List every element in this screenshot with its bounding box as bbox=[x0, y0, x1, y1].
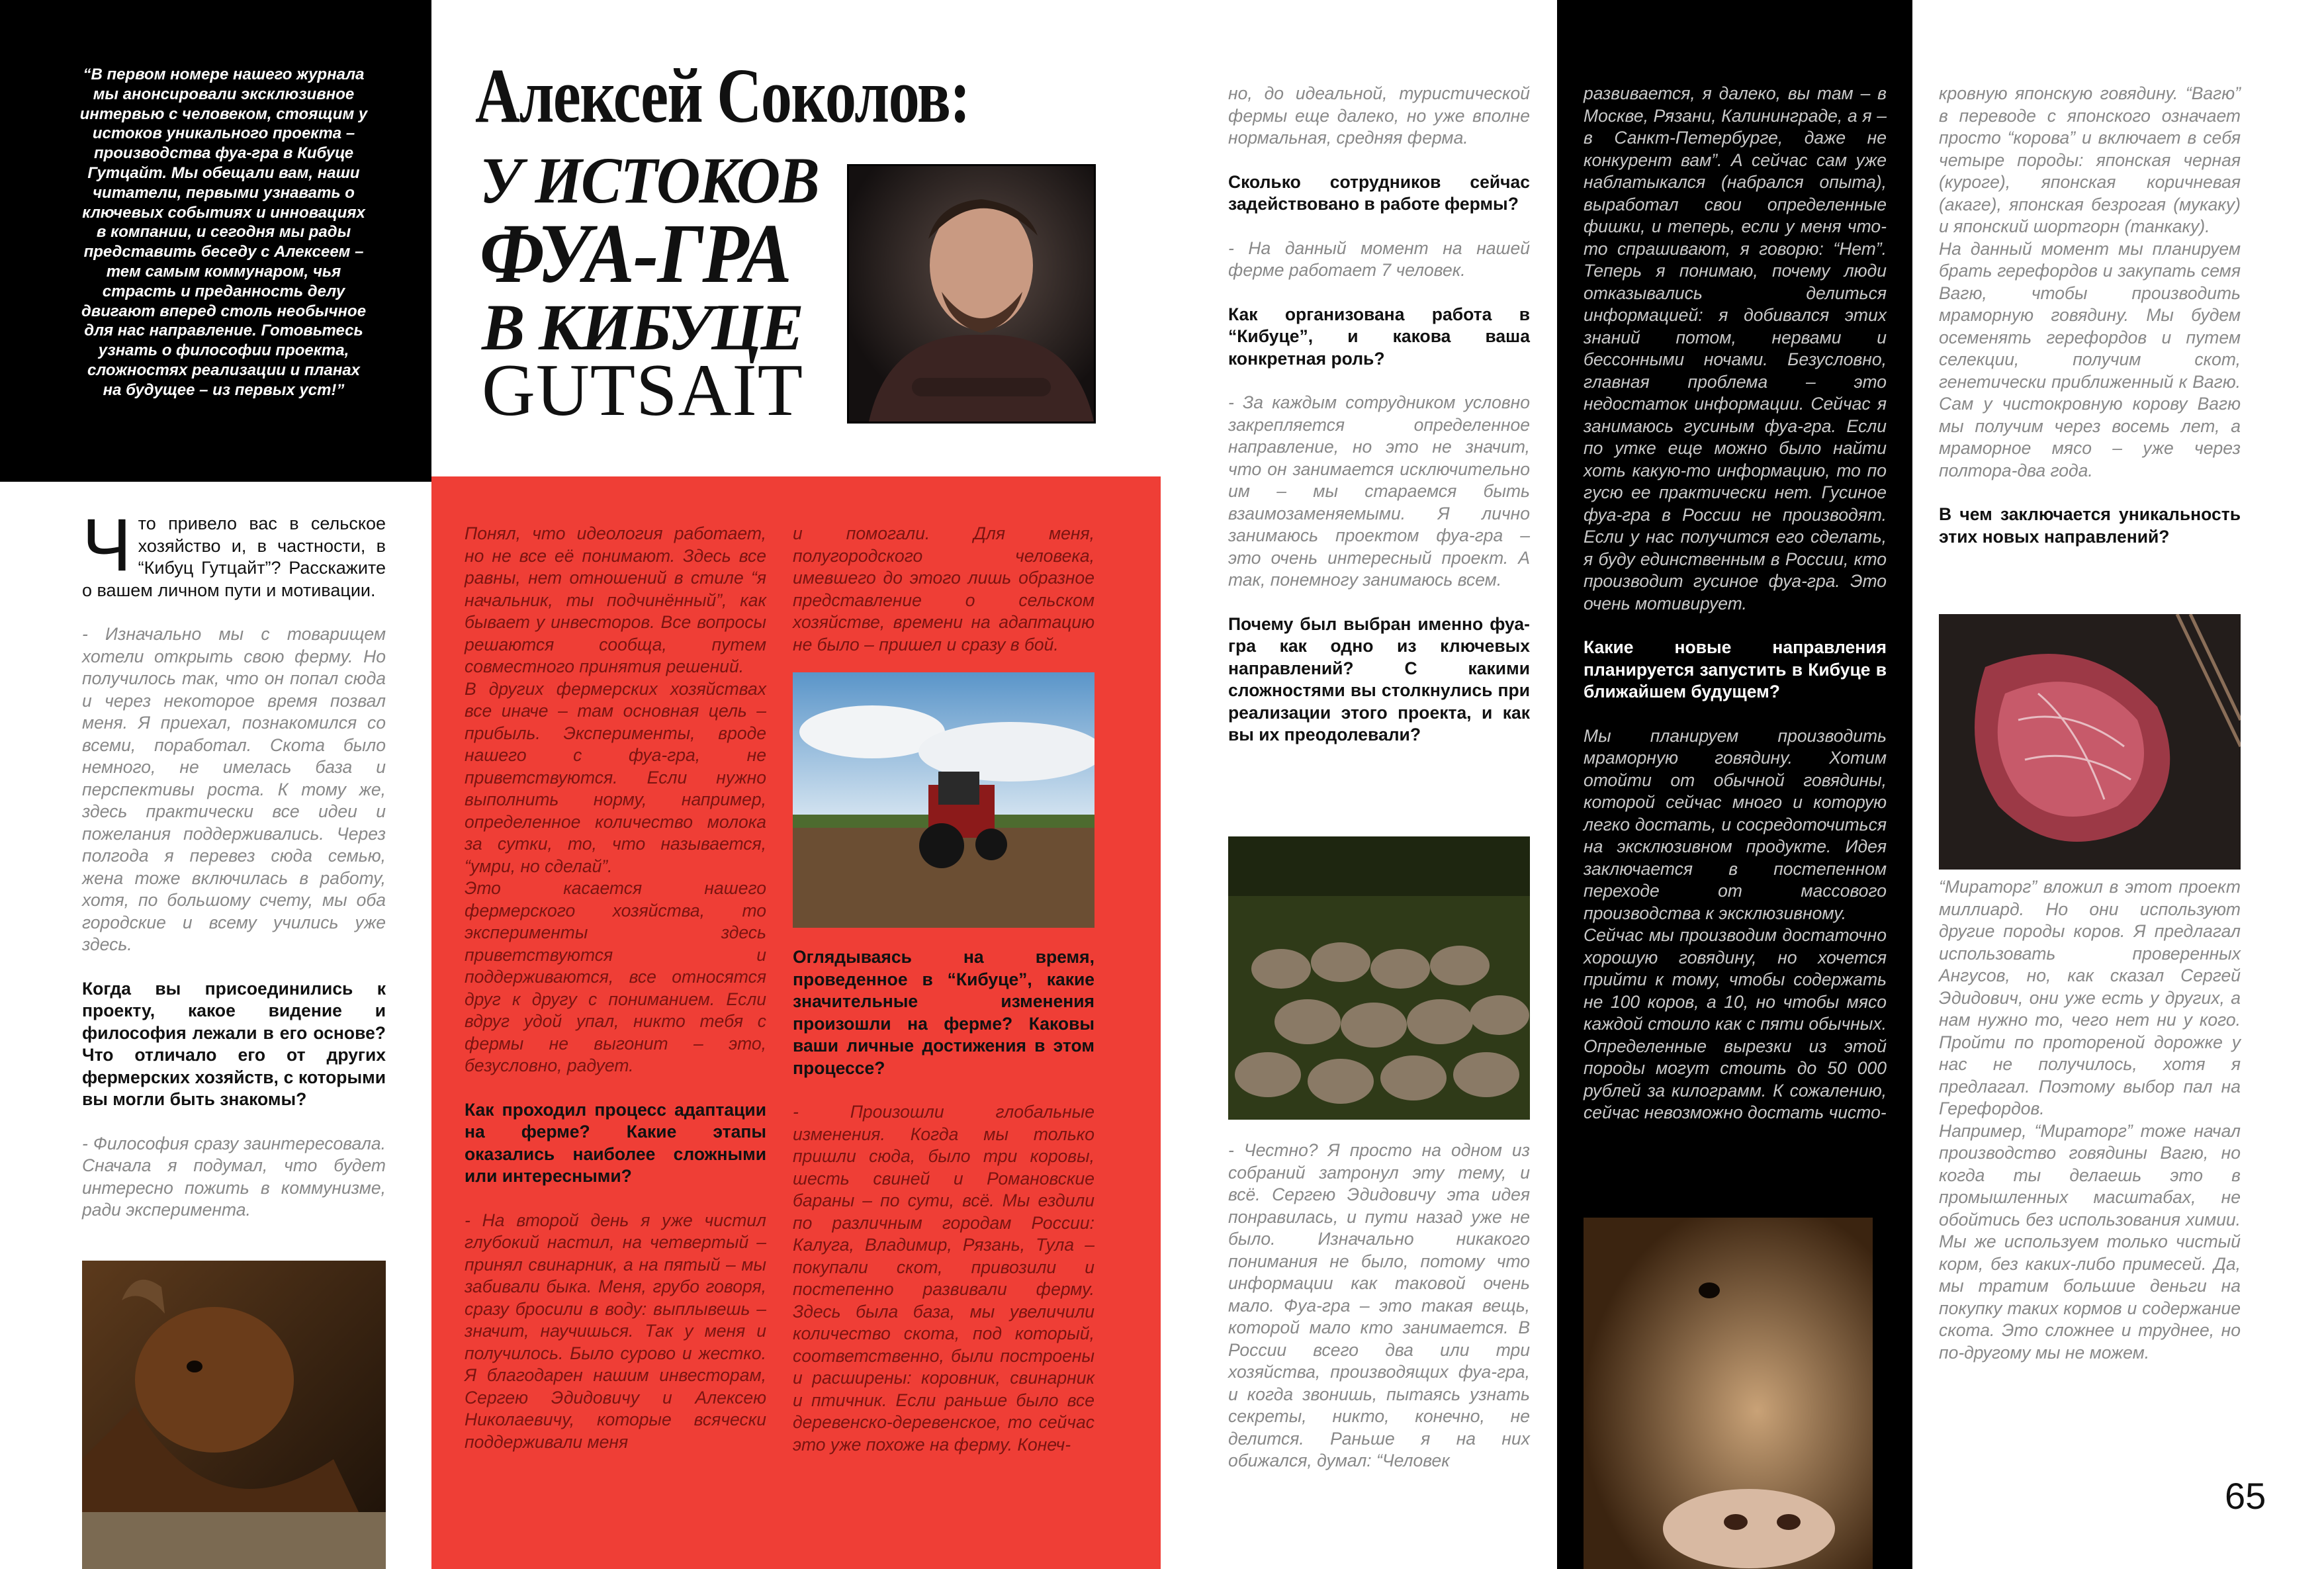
column-1 bbox=[82, 504, 386, 1243]
answer-7: но, до идеальной, туристической фермы еще далеко, но уже вполне нормальная, средняя ферма. bbox=[1228, 83, 1530, 148]
question-4: Оглядываясь на время, проведенное в “Кибуце”, какие значительные изменения произошли на ферме? Каковы ваши личные достижения в этом процессе? bbox=[793, 947, 1095, 1078]
answer-11: развивается, я далеко, вы там – в Москве, Рязани, Калининграде, а я – в Санкт-Петербурге, даже не конкурент вам”. А сейчас сам уже наблатыкался (набрался опыта), выработал свои определенные фишки, и теперь, если у меня что-то спрашивают, я говорю: “Нет”. Теперь я понимаю, почему люди отказывались делиться информацией: я добивался этих знаний потом, нервами и бессонными ночами. Безусловно, главная проблема – это недостаток информации. Сейчас я занимаюсь гусиным фуа-гра. Если по утке еще можно было найти хоть какую-то информацию, то по гусю ее практически нет. Гусиное фуа-гра в России не производят. Если у нас получится его сделать, я буду единственным в России, кто производит гусиное фуа-гра. Это очень мотивирует. bbox=[1584, 83, 1887, 613]
answer-13: кровную японскую говядину. “Вагю” в переводе с японского означает просто “корова” и включает в себя четыре породы: японская черная (курогe), японская коричневая (акагe), японская безрогая (мукаку) и японский шортгорн (танкаку). На данный момент мы планируем брать герефордов и закупать семя Вагю, чтобы производить мраморную говядину. Мы будем осеменять герефордов и путем селекции, получим скот, генетически приближенный к Вагю. Сам у чистокровную корову Вагю мы получим через восемь лет, а мраморное мясо – уже через полтора-два года. bbox=[1939, 83, 2241, 480]
goat-photo bbox=[82, 1261, 386, 1569]
question-2: Когда вы присоединились к проекту, какое видение и философия лежали в его основе? Что отличало его от других фермерских хозяйств, с которыми вы могли быть знакомы? bbox=[82, 978, 386, 1109]
column-4 bbox=[1228, 83, 1530, 768]
answer-2: - Философия сразу заинтересовала. Сначала я подумал, что будет интересно пожить в коммунизме, ради эксперимента. bbox=[82, 1133, 386, 1220]
drop-cap: Ч bbox=[82, 504, 132, 586]
geese-photo bbox=[1228, 836, 1530, 1120]
answer-14: “Мираторг” вложил в этот проект миллиард. Но они используют другие породы коров. Я предлагал использовать проверенных Ангусов, но, как сказал Сергей Эдидович, они уже есть у других, а нам нужно то, чего нет ни у кого. Пройти по протореной дорожке у нас не получилось, хотя я предлагал. Поэтому выбор пал на Герефордов. Например, “Мираторг” тоже начал производство говядины Вагю, но когда ты делаешь это в промышленных масштабах, не обойтись без использования химии. Мы же используем только чистый корм, без каких-либо примесей. Да, мы тратим большие деньги на покупку таких кормов и содержание скота. Это сложнее и труднее, но по-другому мы не можем. bbox=[1939, 877, 2241, 1363]
subtitle-line-3: В КИБУЦЕ bbox=[482, 291, 803, 364]
answer-3: Понял, что идеология работает, но не все её понимают. Здесь все равны, нет отношений в стиле “я начальник, ты подчинённый”, как бывает у инвесторов. Все вопросы решаются сообща, путем совместного принятия решений. В других фермерских хозяйствах все иначе – там основная цель – прибыль. Эксперименты, вроде нашего с фуа-гра, не приветствуются. Если нужно выполнить норму, например, определенное количество молока за сутки, то, что называется, “умри, но сделай”. Это касается нашего фермерского хозяйства, то эксперименты здесь приветствуются и поддерживаются, все относятся друг к другу с пониманием. Если вдруг удой упал, никто тебя с фермы не выгонит – это, безусловно, радует. bbox=[465, 523, 766, 1075]
answer-6: - Произошли глобальные изменения. Когда мы только пришли сюда, было три коровы, шесть свиней и Романовские бараны – по сути, всё. Мы ездили по различным городам России: Калуга, Владимир, Рязань, Тула – покупали скот, привозили и постепенно развивали ферму. Здесь была база, мы увеличили количество скота, под который, соответственно, были построены и расширены: коровник, свинарник и птичник. Если раньше было все деревенско-деревенское, то сейчас это уже похоже на ферму. Конеч- bbox=[793, 1102, 1095, 1455]
question-8: Какие новые направления планируется запустить в Кибуце в ближайшем будущем? bbox=[1584, 637, 1887, 701]
column-3-lower bbox=[793, 946, 1095, 1478]
column-6 bbox=[1939, 83, 2241, 570]
answer-9: - За каждым сотрудником условно закрепляется определенное направление, но это не значит, что он занимается исключительно им – мы стараемся быть взаимозаменяемыми. Я лично занимаюсь проектом фуа-гра – это очень интересный проект. А так, понемногу занимаюсь всем. bbox=[1228, 392, 1530, 590]
page-number: 65 bbox=[2225, 1475, 2266, 1517]
column-5 bbox=[1584, 83, 1887, 1146]
column-2 bbox=[465, 523, 766, 1475]
answer-12: Мы планируем производить мраморную говядину. Хотим отойти от обычной говядины, которой сейчас много и которую легко достать, и сосредоточиться на эксклюзивном продукте. Идея заключается в постепенном переходе от массового производства к эксклюзивному. Сейчас мы производим достаточно хорошую говядину, но хочется прийти к тому, чтобы содержать не 100 коров, а 10, но чтобы мясо каждой стоило как с пяти обычных. Определенные вырезки из этой породы могут стоить до 50 000 рублей за килограмм. К сожалению, сейчас невозможно достать чисто- bbox=[1584, 725, 1887, 1122]
column-4-lower bbox=[1228, 1140, 1530, 1494]
question-3: Как проходил процесс адаптации на ферме? Какие этапы оказались наиболее сложными или интересными? bbox=[465, 1099, 766, 1186]
answer-1: - Изначально мы с товарищем хотели открыть свою ферму. Но получилось так, что он попал сюда и через некоторое время позвал меня. Я приехал, познакомился со всеми, поработал. Скота было немного, не имелась база и перспективы роста. К тому же, здесь практически все идеи и пожелания поддерживались. Через полгода я перевез сюда семью, жена тоже включилась в работу, хотя, по большому счету, мы оба городские и всему учились уже здесь. bbox=[82, 624, 386, 954]
subtitle-line-1: У ИСТОКОВ bbox=[480, 144, 819, 217]
tractor-photo bbox=[793, 672, 1095, 928]
answer-10: - Честно? Я просто на одном из собраний затронул эту тему, и всё. Сергею Эдидовичу эта идея понравилась, и пути назад уже не было. Изначально никакого понимания не было, потому что информации как таковой очень мало. Фуа-гра – это такая вещь, которой мало кто занимается. В России всего два или три хозяйства, производящих фуа-гра, и когда звонишь, пытаясь узнать секреты, никто, конечно, не делится. Раньше я на них обижался, думал: “Человек bbox=[1228, 1140, 1530, 1470]
question-7: Почему был выбран именно фуа-гра как одно из ключевых направлений? С какими сложностями вы столкнулись при реализации этого проекта, и как вы их преодолевали? bbox=[1228, 613, 1530, 744]
portrait-photo bbox=[847, 164, 1096, 424]
answer-8: - На данный момент на нашей ферме работает 7 человек. bbox=[1228, 238, 1530, 280]
answer-4: - На второй день я уже чистил глубокий настил, на четвертый – принял свинарник, а на пятый – мы забивали быка. Меня, грубо говоря, сразу бросили в воду: выплывешь – значит, научишься. Так у меня и получилось. Было сурово и жестко. Я благодарен нашим инвесторам, Сергею Эдидовичу и Алексею Николаевичу, которые всячески поддерживали меня bbox=[465, 1210, 766, 1452]
question-9: В чем заключается уникальность этих новых направлений? bbox=[1939, 504, 2241, 547]
question-5: Сколько сотрудников сейчас задействовано в работе фермы? bbox=[1228, 171, 1530, 214]
subtitle-line-4: GUTSAIT bbox=[482, 349, 804, 431]
question-1: Ч то привело вас в сельское хозяйство и, в частности, в “Кибуц Гутцайт”? Расскажите о вашем личном пути и мотивации. bbox=[82, 504, 386, 600]
intro-text: “В первом номере нашего журнала мы анонсировали эксклюзивное интервью с человеком, стоящим у истоков уникального проекта – производства фуа-гра в Кибуце Гутцайт. Мы обещали вам, наши читатели, первыми узнавать о ключевых событиях и инновациях в компании, и сегодня мы рады представить беседу с Алексеем – тем самым коммунаром, чья страсть и преданность делу двигают вперед столь необычное для нас направление. Готовьтесь узнать о философии проекта, сложностях реализации и планах на будущее – из первых уст!” bbox=[79, 66, 368, 399]
column-6-lower bbox=[1939, 876, 2241, 1386]
page-title: Алексей Соколов: bbox=[475, 52, 970, 139]
answer-5: и помогали. Для меня, полугородского человека, имевшего до этого лишь образное представление о сельском хозяйстве, времени на адаптацию не было – пришел и сразу в бой. bbox=[793, 523, 1095, 654]
cow-photo bbox=[1584, 1218, 1873, 1569]
question-6: Как организована работа в “Кибуце”, и какова ваша конкретная роль? bbox=[1228, 304, 1530, 369]
steak-photo bbox=[1939, 614, 2241, 870]
column-3 bbox=[793, 523, 1095, 656]
subtitle-line-2: ФУА-ГРА bbox=[480, 206, 791, 300]
